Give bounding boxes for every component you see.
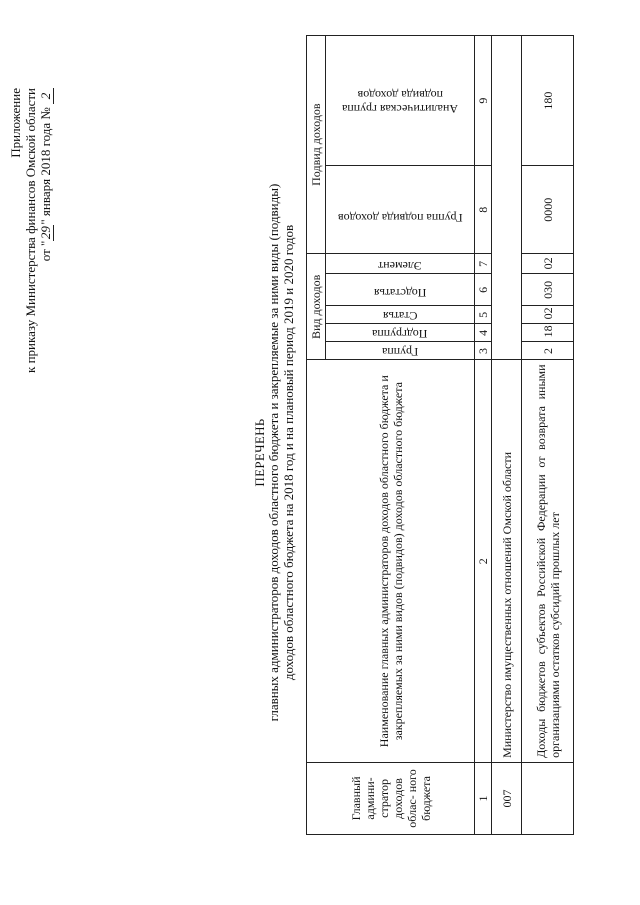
column-number: 8 (475, 166, 492, 254)
value-article: 02 (522, 306, 574, 324)
column-number: 4 (475, 324, 492, 342)
header-subarticle: Подстатья (326, 274, 475, 306)
header-article: Статья (326, 306, 475, 324)
subtitle-line-2: доходов областного бюджета на 2018 год и на плановый период 2019 и 2020 годов (281, 224, 296, 681)
table-row-income (522, 36, 574, 835)
header-subtype-group: Группа подвида доходов (326, 166, 475, 254)
value-analytic-group: 180 (522, 36, 574, 166)
admin-name-cell: Министерство имущественных отношений Омской области (492, 360, 522, 762)
header-income-subtype: Подвид доходов (307, 36, 326, 254)
header-admin-code: Главный админи- стратор доходов облас- ного бюджета (307, 762, 475, 834)
column-number: 7 (475, 254, 492, 274)
table-row-ministry (492, 36, 522, 835)
column-number: 9 (475, 36, 492, 166)
value-group: 2 (522, 342, 574, 360)
order-number: 2 (38, 88, 54, 104)
appendix-order-line: к приказу Министерства финансов Омской области (23, 88, 38, 373)
header-analytic-group: Аналитическая группа подвида доходов (326, 36, 475, 166)
header-admin-name: Наименование главных администраторов доходов областного бюджета и закрепляемых за ними видов (подвидов) доходов областного бюджета (307, 360, 475, 762)
column-number: 2 (475, 360, 492, 762)
column-numbers-row (475, 36, 492, 835)
appendix-date-line (38, 88, 54, 588)
header-element: Элемент (326, 254, 475, 274)
value-element: 02 (522, 254, 574, 274)
appendix-title: Приложение (8, 88, 23, 158)
income-name-cell: Доходы бюджетов субъектов Российской Федерации от возврата иными организациями остатков субсидий прошлых лет (522, 360, 574, 762)
header-income-type: Вид доходов (307, 254, 326, 360)
date-middle: " января 2018 года № (38, 107, 53, 225)
revenue-administrators-table (306, 35, 574, 835)
empty-cell (492, 36, 522, 360)
value-subarticle: 030 (522, 274, 574, 306)
appendix-header (8, 88, 54, 588)
column-number: 3 (475, 342, 492, 360)
admin-code-cell: 007 (492, 762, 522, 834)
date-prefix: от " (38, 240, 53, 262)
column-number: 1 (475, 762, 492, 834)
admin-code-cell (522, 762, 574, 834)
subtitle-line-1: главных администраторов доходов областного бюджета и закрепляемые за ними виды (подвиды) (266, 183, 281, 722)
column-number: 5 (475, 306, 492, 324)
header-row-groups (307, 36, 326, 835)
header-group: Группа (326, 342, 475, 360)
document-title: ПЕРЕЧЕНЬ (252, 418, 267, 487)
column-number: 6 (475, 274, 492, 306)
document-subtitle (266, 150, 296, 755)
date-day: 29 (38, 226, 53, 240)
value-subgroup: 18 (522, 324, 574, 342)
header-subgroup: Подгруппа (326, 324, 475, 342)
value-subtype-group: 0000 (522, 166, 574, 254)
